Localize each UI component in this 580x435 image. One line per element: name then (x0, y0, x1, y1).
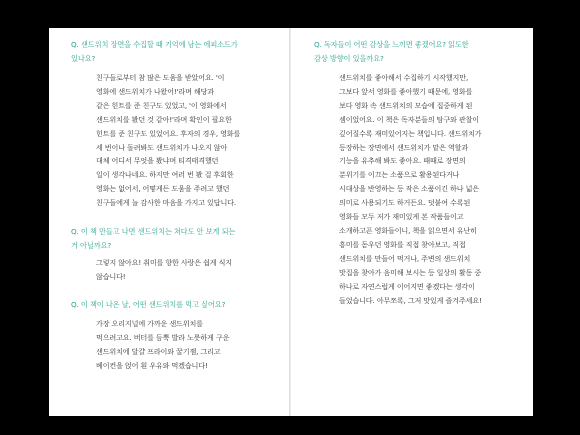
answer-line: 일이 생각나네요. 하지만 여러 번 봤 걸 후회한 (96, 170, 234, 180)
question-2-line: Q. 이 책 만들고 나면 샌드위치는 쳐다도 안 보게 되는 (71, 227, 236, 236)
answer-line: 샌드위치를 좋아해서 수집하기 시작했지만, (339, 73, 469, 82)
answer-line: 흥미를 돋우던 영화를 직접 찾아보고, 직접 (339, 239, 466, 249)
question-4 (314, 38, 469, 66)
answer-line: 그보다 앞서 영화를 좋아했기 때문에, 영화를 (339, 86, 473, 96)
answer-3 (96, 317, 229, 373)
question-4-line: Q. 독자들이 어떤 감상을 느끼면 좋겠어요? 읽도한 (314, 40, 469, 49)
answer-line: 영화는 없어서, 어떻게든 도움을 주려고 했던 (96, 184, 230, 194)
answer-line: 가장 오리지널에 가까운 샌드위치를 (96, 319, 203, 328)
answer-line: 소개하고픈 영화들이니, 책을 읽으면서 유난히 (339, 225, 477, 235)
question-1-line: Q. 샌드위치 장면을 수집할 때 기억에 남는 에피소드가 (71, 40, 238, 49)
question-3-line: Q. 이 책이 나온 날, 어떤 샌드위치를 먹고 싶어요? (71, 300, 226, 309)
answer-line: 깊어질수록 재미있어지는 책입니다. 샌드위치가 (339, 128, 482, 138)
question-3 (71, 298, 225, 312)
answer-line: 맛집을 찾아가 음미해 보시는 등 일상의 활동 중 (339, 267, 482, 277)
left-page (49, 28, 290, 416)
right-page (291, 28, 533, 416)
question-1 (71, 38, 238, 66)
answer-line: 의미로 사용되기도 하거든요. 덧붙여 수록된 (339, 198, 471, 208)
answer-line: 샌드위치를 만들어 먹거나, 주변의 샌드위치 (339, 253, 471, 263)
answer-line: 친구들로부터 참 많은 도움을 받았어요. '이 (96, 73, 225, 82)
question-2 (71, 225, 235, 253)
answer-line: 등장하는 장면에서 샌드위치가 맡은 역할과 (339, 142, 469, 152)
question-2-line: 거 아닐까요? (71, 241, 112, 250)
answer-line: 시대상을 반영하는 등 작은 소품이긴 하나 넓은 (339, 184, 479, 194)
answer-line: 영화들 모두 저가 재미있게 본 작품들이고 (339, 212, 464, 222)
answer-line: 샌드위치를 봤던 것 같아!'라며 확인이 필요한 (96, 114, 232, 124)
answer-line: 보다 영화 속 샌드위치의 모습에 집중하게 된 (339, 100, 473, 110)
answer-line: 샌드위치에 달걀 프라이와 꿀기잼, 그리고 (96, 346, 221, 356)
answer-line: 대체 어디서 무엇을 봤냐며 티격태격했던 (96, 156, 219, 166)
answer-1 (96, 71, 240, 210)
answer-line: 그렇지 않아요! 취미를 향한 사랑은 쉽게 식지 (96, 258, 232, 267)
answer-4 (339, 71, 482, 307)
book-spread (49, 28, 533, 416)
answer-line: 먹으려고요. 버터를 듬뿍 발라 노릇하게 구운 (96, 332, 230, 342)
answer-line: 셈이었어요. 이 책은 독자분들의 탐구와 관찰이 (339, 114, 479, 124)
answer-line: 친구들에게 늘 감사한 마음을 가지고 있답니다. (96, 198, 236, 208)
answer-line: 분위기를 이끄는 소품으로 활용된다거나 (339, 170, 460, 180)
answer-line: 세 번이나 돌려봐도 샌드위치가 나오지 않아 (96, 142, 228, 152)
answer-line: 힌트를 준 친구도 있었어요. 후자의 경우, 영화를 (96, 128, 241, 138)
answer-line: 않습니다! (96, 271, 126, 281)
answer-line: 같은 힌트를 준 친구도 있었고, '이 영화에서 (96, 100, 227, 110)
answer-line: 베이컨을 얹어 흰 우유와 먹겠습니다! (96, 360, 208, 370)
question-1-line: 있나요? (71, 54, 96, 63)
question-4-line: 감상 방향이 있을까요? (314, 54, 384, 63)
answer-2 (96, 256, 232, 284)
answer-line: 들었습니다. 아무쪼록, 그저 맛있게 즐겨주세요! (339, 295, 482, 305)
answer-line: 기능을 유추해 봐도 좋아요. 때때로 장면의 (339, 156, 466, 166)
answer-line: 하나로 자연스럽게 이어지면 좋겠다는 생각이 (339, 281, 475, 291)
answer-line: 영화에 샌드위치가 나왔어!'라며 해당과 (96, 86, 215, 96)
